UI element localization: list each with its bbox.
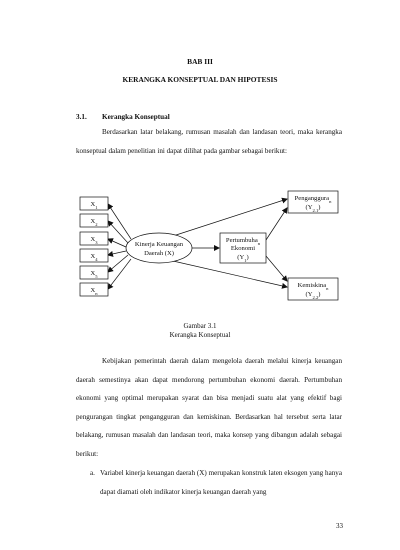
arrow-to-x2 [108,221,128,243]
indicator-label: $X_2$ [90,218,98,227]
mid-node-line1: Pertumbuha$_n$ [225,237,261,246]
arrow-to-xn [108,259,131,289]
indicator-label: $X_4$ [90,253,98,262]
bottom-node-line1: Kemiskina$_n$ [297,282,329,291]
mid-node-line2: Ekonomi [230,245,256,252]
arrow-to-pengangguran [173,199,287,236]
body-paragraph-text: Kebijakan pemerintah daerah dalam mengelola daerah melalui kinerja keuangan daerah semestinya akan dapat mendorong pertumbuhan ekonomi daerah. Pertumbuhan ekonomi yang optimal merupakan syarat dan bisa menjadi suatu alat yang efektif bagi pengurangan tingkat pengangguran dan kemiskinan. Berdasarkan hal tersebut serta latar belakang, rumusan masalah dan landasan teori, maka konsep yang dibangun adalah sebagai berikut: [76,357,342,458]
arrow-to-x4 [108,251,126,255]
arrow-pertumbuhan-to-kemiskinan [266,256,287,281]
arrow-to-kemiskinan [173,261,287,287]
body-paragraph [76,352,342,464]
chapter-label: BAB III [187,57,213,66]
list-item-text: Variabel kinerja keuangan daerah (X) merupakan konstruk laten eksogen yang hanya dapat diamati oleh indikator kinerja keuangan daerah yang [100,469,342,496]
intro-paragraph-text: Berdasarkan latar belakang, rumusan masalah dan landasan teori, maka kerangka konseptual dalam penelitian ini dapat dilihat pada gambar sebagai berikut: [76,128,342,155]
section-number: 3.1. [76,113,87,121]
indicator-label: $X_5$ [90,270,98,279]
chapter-title: KERANGKA KONSEPTUAL DAN HIPOTESIS [122,75,278,84]
center-node-line1: Kinerja Keuangan [134,241,184,248]
arrow-pertumbuhan-to-pengangguran [266,208,287,240]
mid-node-line3: $(Y_1)$ [237,254,249,263]
bottom-node-line2: $(Y_{2.2})$ [305,291,321,300]
section-title: Kerangka Konseptual [102,113,170,121]
indicator-label: $X_1$ [90,201,98,210]
arrow-to-x3 [108,239,126,247]
top-node-line2: $(Y_{2.1})$ [305,204,321,213]
indicator-label: $X_3$ [90,236,98,245]
center-node-ellipse [126,233,192,263]
list-marker: a. [90,469,95,477]
figure-caption-label: Gambar 3.1 [183,322,217,330]
center-node-line2: Daerah (X) [144,250,174,257]
page-number: 33 [336,522,343,530]
top-node-line1: Penganggura$_n$ [294,195,332,204]
arrow-to-x5 [108,255,128,272]
indicator-label: $X_n$ [90,287,98,296]
figure-caption-title: Kerangka Konseptual [169,331,231,339]
list-item [90,464,342,501]
